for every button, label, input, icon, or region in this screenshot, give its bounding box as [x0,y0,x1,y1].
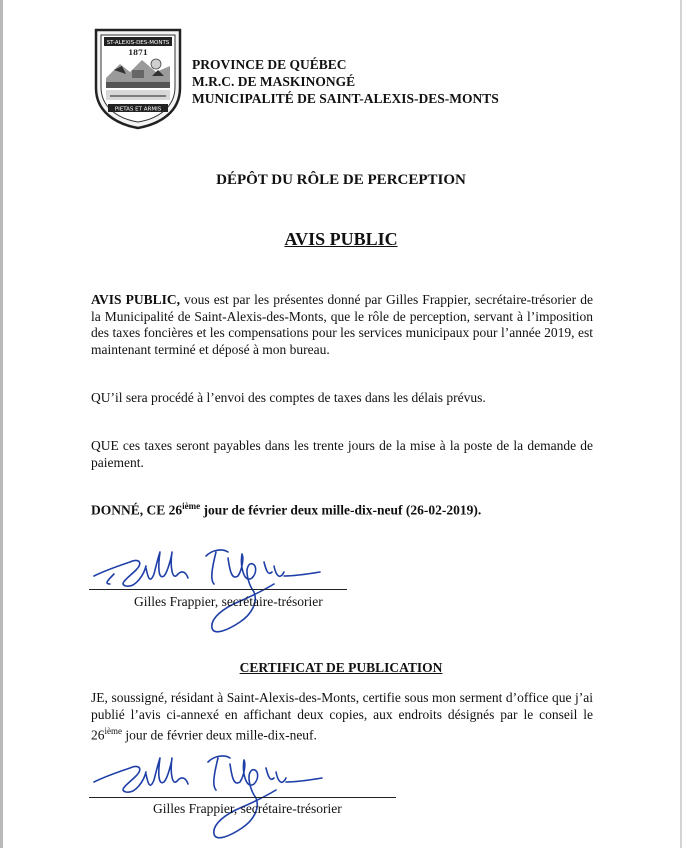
paragraph-envoi: QU’il sera procédé à l’envoi des comptes de taxes dans les délais prévus. [91,390,486,405]
given-date-line [91,498,593,519]
certificate-heading: CERTIFICAT DE PUBLICATION [239,660,443,675]
given-after: jour de février deux mille-dix-neuf (26-02-2019). [200,502,482,518]
seal-top-text: ST-ALEXIS-DES-MONTS [106,40,170,46]
certificate-paragraph [91,690,593,744]
paragraph-lead: AVIS PUBLIC, [91,292,180,307]
document-title: DÉPÔT DU RÔLE DE PERCEPTION [216,172,466,188]
seal-bottom-text: PIETAS ET ARMIS [114,106,162,113]
avis-heading-block [0,229,682,250]
signatory-name-1: Gilles Frappier, secrétaire-trésorier [134,594,323,609]
handwritten-signature-2 [88,752,328,848]
signature-line-1 [89,589,347,590]
paragraph-avis [91,292,593,358]
mrc-line: M.R.C. DE MASKINONGÉ [192,74,356,89]
paragraph-avis-text: vous est par les présentes donné par Gilles Frappier, secrétaire-trésorier de la Municipalité de Saint-Alexis-des-Monts, que le rôle de perception, servant à l’imposition des taxes foncières et les compensations pour les services municipaux pour l’année 2019, est maintenant terminé et déposé à mon bureau. [91,292,593,357]
page-edge-left [0,0,3,848]
certificate-heading-block [0,660,682,676]
given-before: DONNÉ, CE 26 [91,502,183,518]
header-block [192,56,499,107]
signature-line-2 [89,797,396,798]
paragraph-paiement: QUE ces taxes seront payables dans les trente jours de la mise à la poste de la demande de paiement. [91,438,593,470]
municipal-seal [92,26,184,130]
given-sup: ième [182,501,201,511]
seal-year: 1871 [128,48,148,57]
certificate-text-after: jour de février deux mille-dix-neuf. [122,727,317,743]
avis-heading: AVIS PUBLIC [284,229,398,249]
certificate-text-before: JE, soussigné, résidant à Saint-Alexis-des-Monts, certifie sous mon serment d’office que j’ai publié l’avis ci-annexé en affichant deux copies, aux endroits désignés par le conseil le 26 [91,690,593,743]
signatory-name-2: Gilles Frappier, secrétaire-trésorier [153,801,342,816]
province-line: PROVINCE DE QUÉBEC [192,57,347,72]
municipality-line: MUNICIPALITÉ DE SAINT-ALEXIS-DES-MONTS [192,91,499,106]
certificate-sup: ième [104,726,122,736]
